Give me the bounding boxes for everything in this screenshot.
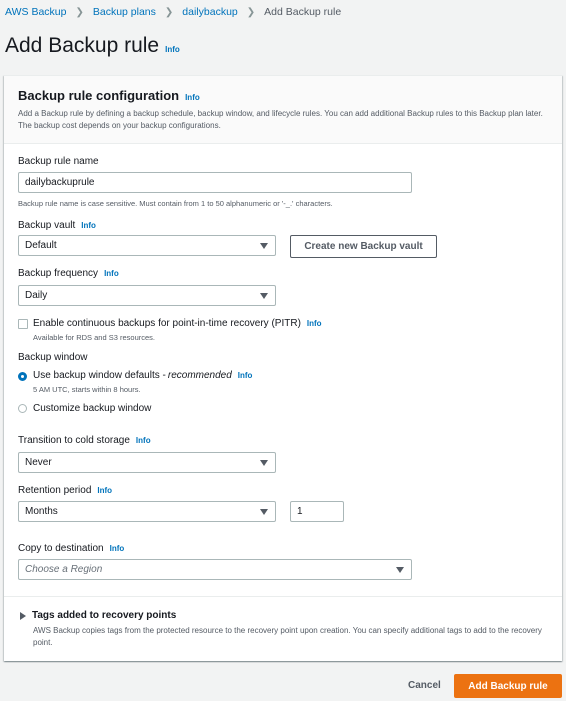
page-title xyxy=(5,34,180,58)
chevron-right-icon: ❯ xyxy=(164,6,174,18)
pitr-label: Enable continuous backups for point-in-time recovery (PITR) xyxy=(33,318,301,329)
panel-title-text: Backup rule configuration xyxy=(18,88,180,103)
breadcrumb-current: Add Backup rule xyxy=(264,6,342,18)
window-info-link[interactable]: Info xyxy=(237,371,253,380)
retention-info-link[interactable]: Info xyxy=(97,486,113,495)
vault-info-link[interactable]: Info xyxy=(81,221,96,230)
frequency-label xyxy=(18,268,119,279)
window-default-hint: 5 AM UTC, starts within 8 hours. xyxy=(33,385,141,394)
rule-name-hint: Backup rule name is case sensitive. Must contain from 1 to 50 alphanumeric or '-_.' characters. xyxy=(18,199,333,208)
caret-down-icon xyxy=(260,509,268,515)
breadcrumb-dailybackup[interactable]: dailybackup xyxy=(182,6,238,18)
rule-name-input[interactable] xyxy=(18,172,412,193)
retention-unit-value: Months xyxy=(25,506,58,517)
frequency-select-value: Daily xyxy=(25,290,48,301)
frequency-label-text: Backup frequency xyxy=(18,268,99,279)
window-default-radio[interactable] xyxy=(18,372,27,381)
window-label: Backup window xyxy=(18,352,88,363)
retention-value-input[interactable] xyxy=(290,501,344,522)
pitr-checkbox[interactable] xyxy=(18,319,28,329)
caret-right-icon[interactable] xyxy=(20,612,26,620)
retention-unit-select[interactable] xyxy=(18,501,276,522)
caret-down-icon xyxy=(260,293,268,299)
cold-storage-label xyxy=(18,435,151,446)
section-divider xyxy=(4,596,562,597)
vault-label-text: Backup vault xyxy=(18,220,76,231)
cold-storage-label-text: Transition to cold storage xyxy=(18,435,130,446)
copy-label-text: Copy to destination xyxy=(18,543,104,554)
rule-name-label: Backup rule name xyxy=(18,156,99,167)
frequency-select[interactable] xyxy=(18,285,276,306)
retention-label xyxy=(18,485,112,496)
window-default-option xyxy=(33,370,252,381)
window-custom-label: Customize backup window xyxy=(33,403,152,414)
panel-header xyxy=(4,76,562,144)
chevron-right-icon: ❯ xyxy=(75,6,84,18)
vault-label xyxy=(18,220,96,231)
panel-description: Add a Backup rule by defining a backup schedule, backup window, and lifecycle rules. You can add additional Backup rules to this Backup plan later. The backup cost depends on your backup configurations. xyxy=(18,109,543,130)
window-default-label: Use backup window defaults - xyxy=(33,370,166,381)
cold-storage-select[interactable] xyxy=(18,452,276,473)
panel-title xyxy=(18,88,200,103)
window-custom-radio[interactable] xyxy=(18,404,27,413)
rule-name-value: dailybackuprule xyxy=(25,177,95,188)
pitr-hint: Available for RDS and S3 resources. xyxy=(33,333,156,342)
copy-info-link[interactable]: Info xyxy=(109,544,125,553)
cold-storage-info-link[interactable]: Info xyxy=(135,436,151,445)
breadcrumb xyxy=(5,6,341,18)
vault-select[interactable] xyxy=(18,235,276,256)
breadcrumb-backup-plans[interactable]: Backup plans xyxy=(92,6,156,18)
copy-label xyxy=(18,543,124,554)
pitr-info-link[interactable]: Info xyxy=(306,319,322,328)
create-vault-button[interactable]: Create new Backup vault xyxy=(290,235,437,258)
tags-section-toggle[interactable]: Tags added to recovery points xyxy=(32,610,177,621)
copy-region-select[interactable] xyxy=(18,559,412,580)
cancel-button[interactable]: Cancel xyxy=(408,680,441,691)
breadcrumb-aws-backup[interactable]: AWS Backup xyxy=(5,6,67,18)
add-backup-rule-button[interactable]: Add Backup rule xyxy=(454,674,562,698)
panel-info-link[interactable]: Info xyxy=(185,93,200,102)
retention-value: 1 xyxy=(297,506,303,517)
window-default-recommended: recommended xyxy=(167,370,232,381)
caret-down-icon xyxy=(396,567,404,573)
copy-region-placeholder: Choose a Region xyxy=(25,564,103,575)
chevron-right-icon: ❯ xyxy=(246,6,256,18)
caret-down-icon xyxy=(260,460,268,466)
page-info-link[interactable]: Info xyxy=(165,45,180,54)
retention-label-text: Retention period xyxy=(18,485,92,496)
cold-storage-select-value: Never xyxy=(25,457,52,468)
page-title-text: Add Backup rule xyxy=(5,34,160,57)
caret-down-icon xyxy=(260,243,268,249)
vault-select-value: Default xyxy=(25,240,57,251)
frequency-info-link[interactable]: Info xyxy=(104,269,119,278)
pitr-option xyxy=(33,318,322,329)
tags-description: AWS Backup copies tags from the protected resource to the recovery point upon creation. You can specify additional tags to add to the recovery point. xyxy=(33,626,542,647)
